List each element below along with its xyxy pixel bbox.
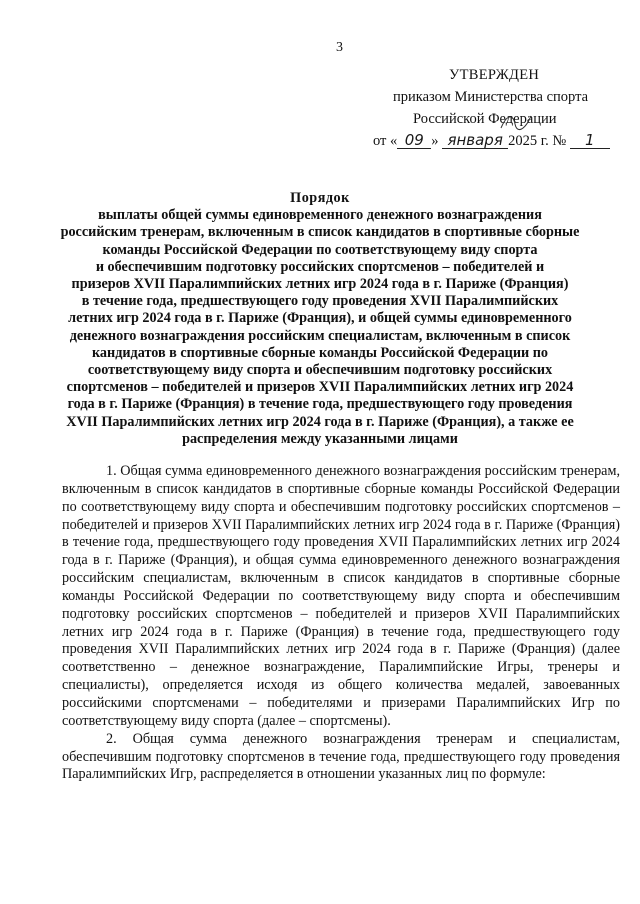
document-title: [40, 190, 600, 448]
order-number: 1: [570, 132, 610, 149]
approval-heading: УТВЕРЖДЕН: [449, 67, 540, 83]
signature-mark-icon: [499, 112, 533, 132]
document-body: [62, 463, 620, 784]
title-line: года в г. Париже (Франция) в течение года, предшествующего году проведения: [67, 396, 573, 413]
paragraph-2: 2. Общая сумма денежного вознаграждения тренерам и специалистам, обеспечившим подготовку спортсменов в течение года, предшествующего году проведения Паралимпийских Игр, распределяется в отношении указанных лиц по формуле:: [62, 730, 620, 783]
date-month: января: [442, 132, 508, 149]
title-line: соответствующему виду спорта и обеспечившим подготовку российских: [87, 362, 553, 379]
date-year: 2025 г. №: [508, 133, 567, 149]
title-line: российским тренерам, включенным в список кандидатов в спортивные сборные: [60, 224, 580, 241]
title-line: кандидатов в спортивные сборные команды Российской Федерации по: [91, 344, 549, 361]
title-line: распределения между указанными лицами: [182, 430, 458, 447]
title-line: призеров XVII Паралимпийских летних игр 2024 года в г. Париже (Франция): [71, 276, 569, 293]
title-line: летних игр 2024 года в г. Париже (Франция), и общей суммы единовременного: [68, 310, 572, 327]
title-line: в течение года, предшествующего году проведения XVII Паралимпийских: [81, 293, 559, 310]
page-number: 3: [336, 40, 343, 55]
title-line: выплаты общей суммы единовременного денежного вознаграждения: [98, 207, 542, 224]
approval-order-line: приказом Министерства спорта: [393, 89, 589, 105]
date-prefix: от «: [373, 133, 398, 149]
paragraph-1: 1. Общая сумма единовременного денежного вознаграждения российским тренерам, включенным в список кандидатов в спортивные сборные команды Российской Федерации по соответствующему виду спорта и обеспечившим подготовку российских спортсменов – победителей и призеров XVII Паралимпийских летних игр 2024 года в г. Париже (Франция) в течение года, предшествующего году проведения XVII Паралимпийских летних игр 2024 года в г. Париже (Франция), и общая сумма единовременного денежного вознаграждения российским специалистам, включенным в список кандидатов в спортивные сборные команды Российской Федерации по соответствующему виду спорта и обеспечившим подготовку российских спортсменов – победителей и призеров XVII Паралимпийских летних игр 2024 года в г. Париже (Франция) в течение года, предшествующего году проведения XVII Паралимпийских летних игр 2024 года в г. Париже (Франция) (далее соответственно – денежное вознаграждение, Паралимпийские Игры, тренеры и специалисты), определяется исходя из общего количества медалей, завоеванных российскими спортсменами – победителями и призерами Паралимпийских Игр по соответствующему виду спорта (далее – спортсмены).: [62, 463, 620, 729]
title-line: Порядок: [290, 190, 350, 206]
title-line: спортсменов – победителей и призеров XVII Паралимпийских летних игр 2024: [66, 379, 574, 396]
title-line: и обеспечившим подготовку российских спортсменов – победителей и: [95, 258, 545, 275]
approval-block: [365, 64, 625, 152]
date-day: 09: [397, 132, 431, 149]
approval-date-line: [365, 130, 625, 152]
title-line: денежного вознаграждения российским специалистам, включенным в список: [69, 327, 571, 344]
title-line: команды Российской Федерации по соответствующему виду спорта: [102, 241, 538, 258]
date-mid: »: [431, 133, 439, 149]
title-line: XVII Паралимпийских летних игр 2024 года в г. Париже (Франция), а также ее: [66, 413, 574, 430]
approval-federation-line: Российской Федерации: [413, 111, 557, 127]
